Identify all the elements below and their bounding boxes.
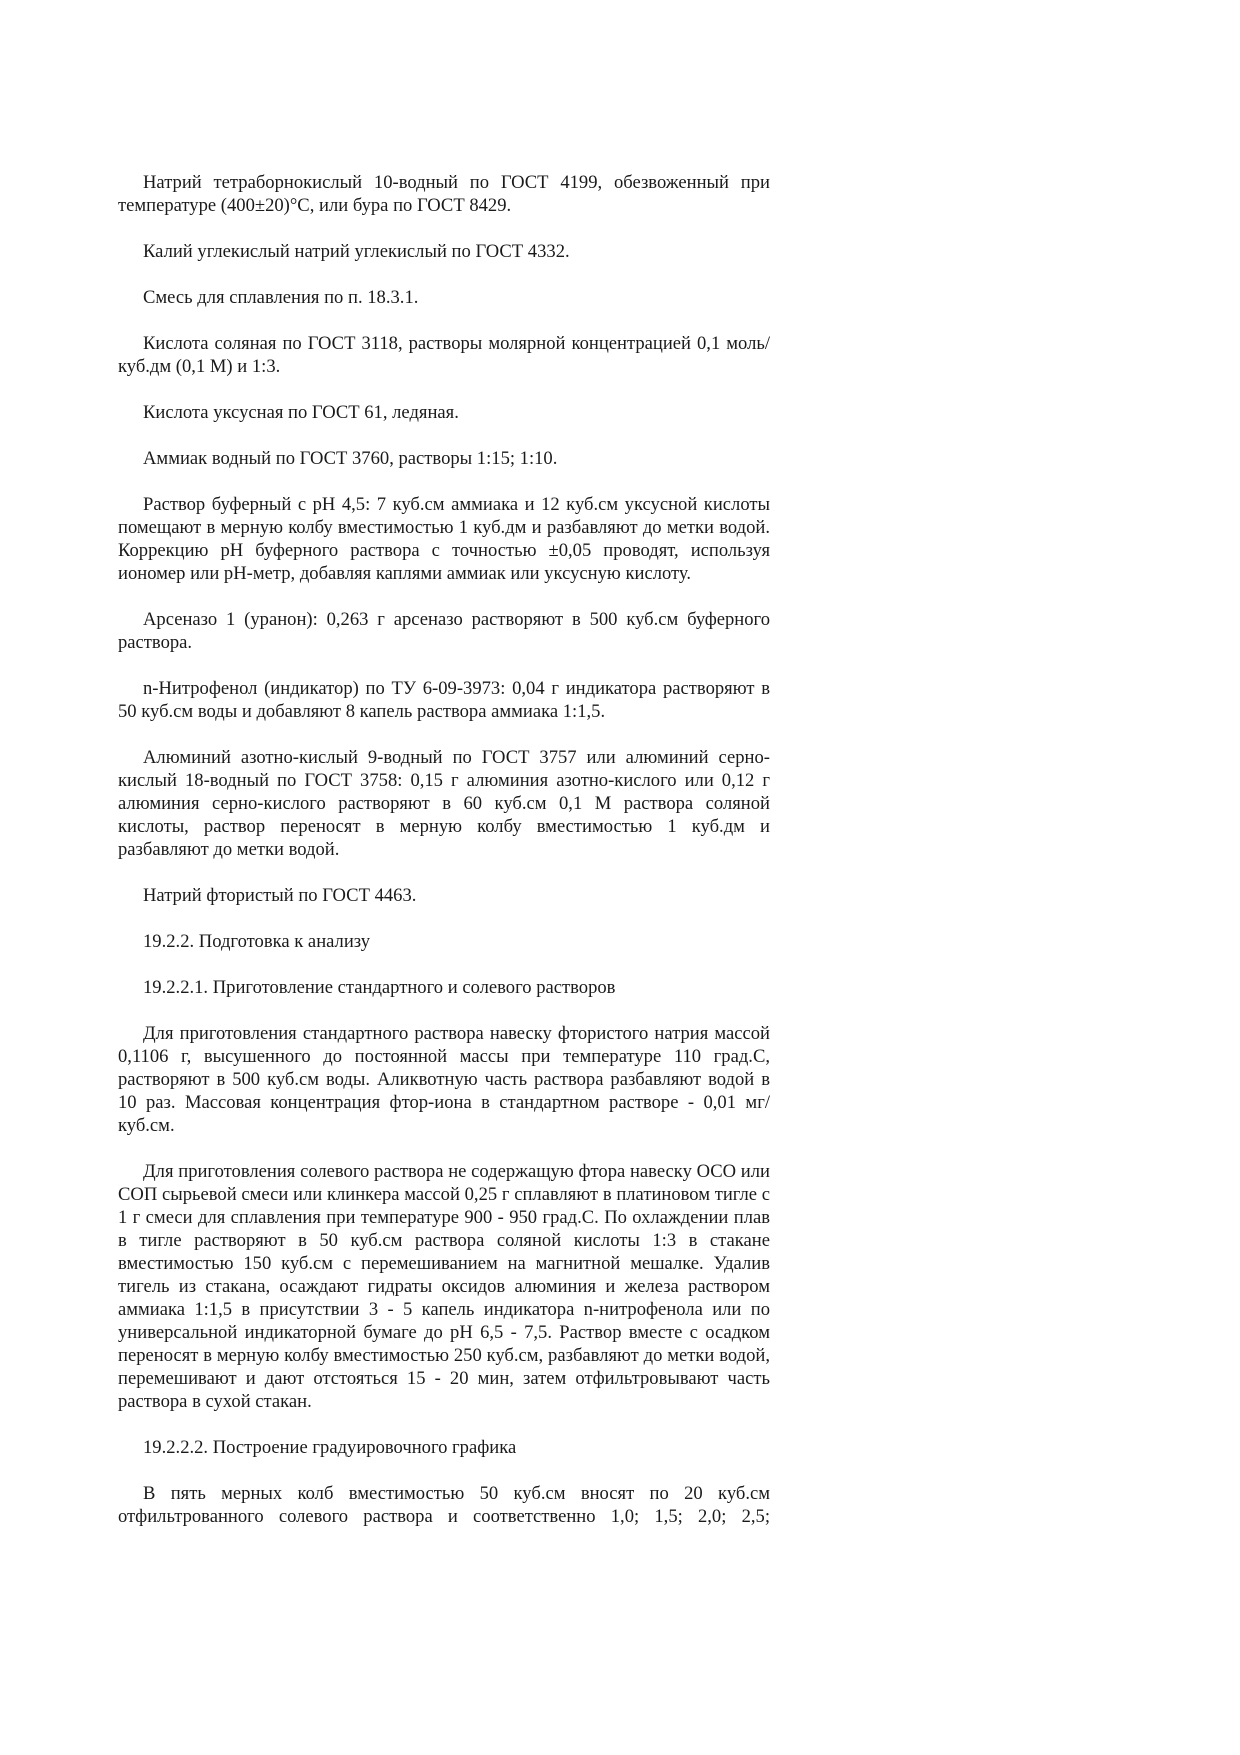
paragraph-arsenazo: Арсеназо 1 (уранон): 0,263 г арсеназо растворяют в 500 куб.см буферного раствора. xyxy=(118,609,770,653)
paragraph-hydrochloric-acid: Кислота соляная по ГОСТ 3118, растворы молярной концентрацией 0,1 моль/куб.дм (0,1 М) и 1:3. xyxy=(118,333,770,377)
paragraph-fusion-mixture: Смесь для сплавления по п. 18.3.1. xyxy=(143,287,419,308)
paragraph-aluminium: Алюминий азотно-кислый 9-водный по ГОСТ 3757 или алюминий серно-кислый 18-водный по ГОСТ 3758: 0,15 г алюминия азотно-кислого или 0,12 г алюминия серно-кислого растворяют в 60 куб.см 0,1 М раствора соляной кислоты, раствор переносят в мерную колбу вместимостью 1 куб.дм и разбавляют до метки водой. xyxy=(118,747,770,860)
paragraph-sodium-fluoride: Натрий фтористый по ГОСТ 4463. xyxy=(143,885,417,906)
paragraph-standard-solution: Для приготовления стандартного раствора навеску фтористого натрия массой 0,1106 г, высушенного до постоянной массы при температуре 110 град.С, растворяют в 500 куб.см воды. Аликвотную часть раствора разбавляют водой в 10 раз. Массовая концентрация фтор-иона в стандартном растворе - 0,01 мг/куб.см. xyxy=(118,1023,770,1136)
paragraph-nitrophenol: n-Нитрофенол (индикатор) по ТУ 6-09-3973: 0,04 г индикатора растворяют в 50 куб.см воды и добавляют 8 капель раствора аммиака 1:1,5. xyxy=(118,678,770,722)
paragraph-salt-solution: Для приготовления солевого раствора не содержащую фтора навеску ОСО или СОП сырьевой смеси или клинкера массой 0,25 г сплавляют в платиновом тигле с 1 г смеси для сплавления при температуре 900 - 950 град.С. По охлаждении плав в тигле растворяют в 50 куб.см раствора соляной кислоты 1:3 в стакане вместимостью 150 куб.см с перемешиванием на магнитной мешалке. Удалив тигель из стакана, осаждают гидраты оксидов алюминия и железа раствором аммиака 1:1,5 в присутствии 3 - 5 капель индикатора n-нитрофенола или по универсальной индикаторной бумаге до рН 6,5 - 7,5. Раствор вместе с осадком переносят в мерную колбу вместимостью 250 куб.см, разбавляют до метки водой, перемешивают и дают отстояться 15 - 20 мин, затем отфильтровывают часть раствора в сухой стакан. xyxy=(118,1161,770,1412)
paragraph-sodium-tetraborate: Натрий тетраборнокислый 10-водный по ГОСТ 4199, обезвоженный при температуре (400±20)°С, или бура по ГОСТ 8429. xyxy=(118,172,770,216)
document-page xyxy=(118,171,770,1528)
paragraph-calibration-procedure: В пять мерных колб вместимостью 50 куб.см вносят по 20 куб.см отфильтрованного солевого раствора и соответственно 1,0; 1,5; 2,0; 2,5; xyxy=(118,1483,770,1527)
paragraph-potassium-carbonate: Калий углекислый натрий углекислый по ГОСТ 4332. xyxy=(143,241,570,262)
paragraph-buffer-solution: Раствор буферный с рН 4,5: 7 куб.см аммиака и 12 куб.см уксусной кислоты помещают в мерную колбу вместимостью 1 куб.дм и разбавляют до метки водой. Коррекцию рН буферного раствора с точностью ±0,05 проводят, используя иономер или рН-метр, добавляя каплями аммиак или уксусную кислоту. xyxy=(118,494,770,584)
paragraph-acetic-acid: Кислота уксусная по ГОСТ 61, ледяная. xyxy=(143,402,459,423)
subsection-heading-calibration: 19.2.2.2. Построение градуировочного графика xyxy=(143,1437,517,1458)
paragraph-ammonia: Аммиак водный по ГОСТ 3760, растворы 1:15; 1:10. xyxy=(143,448,558,469)
subsection-heading-solutions: 19.2.2.1. Приготовление стандартного и солевого растворов xyxy=(143,977,616,998)
section-heading-preparation: 19.2.2. Подготовка к анализу xyxy=(143,931,371,952)
